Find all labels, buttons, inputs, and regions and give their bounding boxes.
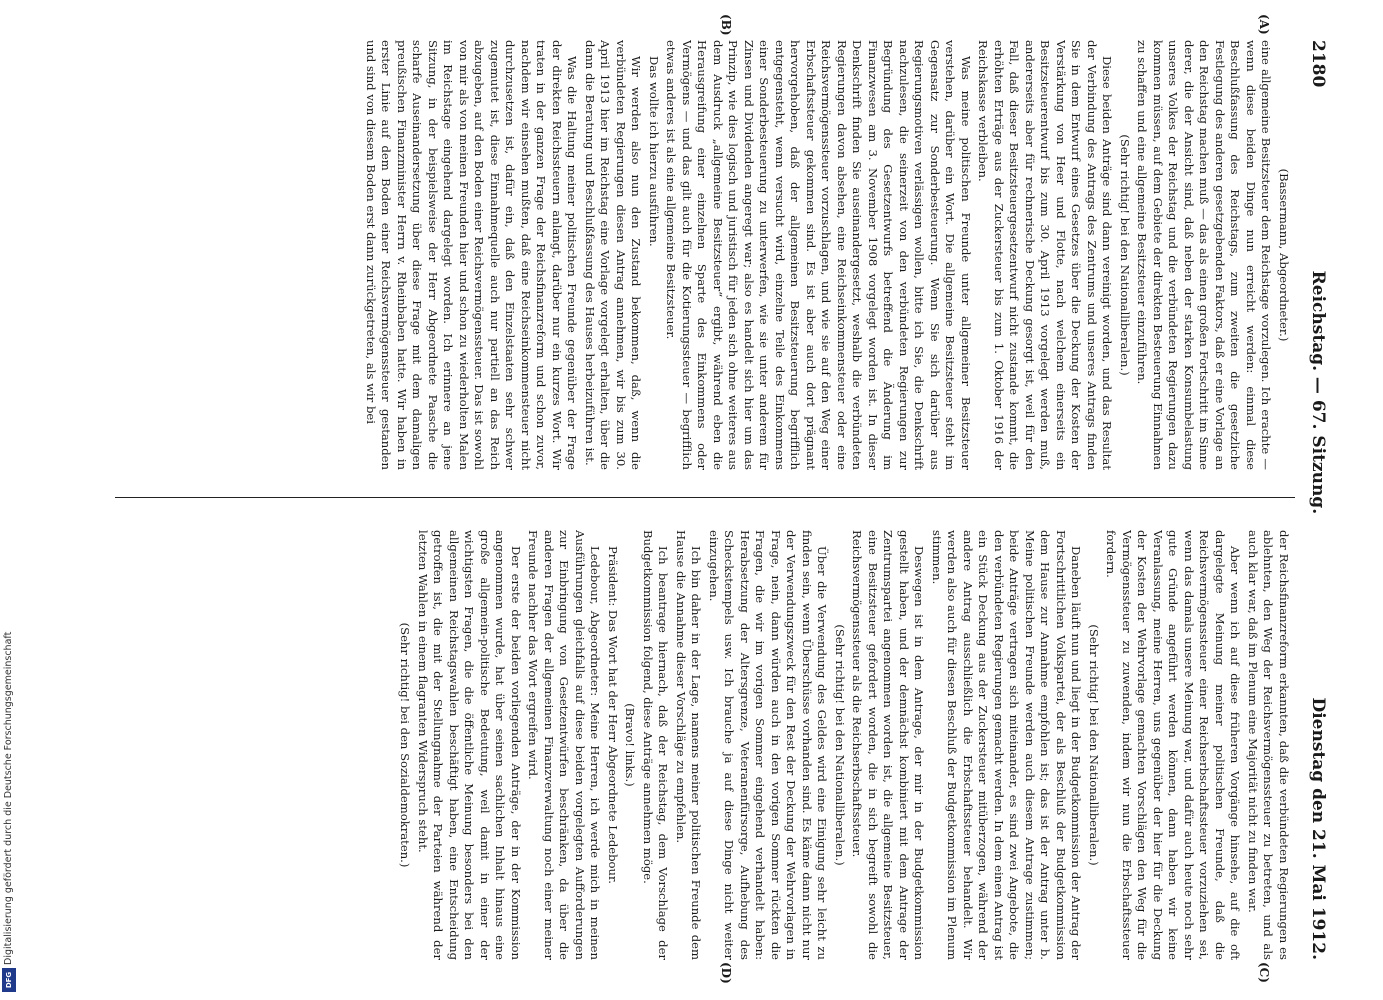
credit-text: Digitalisierung gefördert durch die Deutsche Forschungsgemeinschaft: [3, 631, 14, 965]
paragraph: Ich beantrage hiernach, daß der Reichstag, dem Vorschlage der Budgetkommission folgend, diese Anträge annehmen möge.: [641, 530, 671, 960]
page-header: [1305, 40, 1331, 960]
speaker-statement: Ledebour, Abgeordneter: Meine Herren, ich werde mich in meinen Ausführungen gleichfalls auf diese beiden vorgelegten Aufforderungen zur Einbringung von Gesetzentwürfen beschränken, da über die anderen Fragen der allgemeinen Finanzverwaltung noch einer meiner Freunde nachher das Wort ergreifen wird.: [526, 530, 603, 960]
paragraph: Aber wenn ich auf diese früheren Vorgänge hinsehe, auf die oft dargelegte Meinung meiner politischen Freunde, daß die Reichsvermögenssteuer einer Reichserbschaftssteuer vorzuziehen sei, wenn das damals unsere Meinung war, und dafür auch heute noch sehr gute Gründe angeführt werden können, dann haben wir keine Veranlassung, meine Herren, uns gegenüber der hier für die Deckung der Kosten der Wehrvorlage gemachten Vorschlägen den Weg für die Vermögenssteuer zu zuwenden, indem wir nun die Erbschaftssteuer fordern.: [1104, 530, 1243, 960]
paragraph: der Reichsfinanzreform erkannten, daß die verbündeten Regierungen es ablehnten, den Weg der Reichsvermögenssteuer zu betreten, und als auch klar war, daß im Plenum eine Majorität nicht zu finden war.: [1246, 530, 1291, 960]
paragraph: Was meine politischen Freunde unter allgemeiner Besitzsteuer verstehen, darüber ein Wort. Die allgemeine Besitzsteuer steht im Gegensatz zur Sonderbesteuerung. Wenn Sie sich darüber aus Regierungsmotiven verlässigen wollen, bitte ich Sie, die Denkschrift nachzulesen, die seinerzeit von den verbündeten Regierungen zur Begründung des Gesetzentwurfs betreffend die Änderung im Finanzwesen am 3. November 1908 vorgelegt worden ist. In dieser Denkschrift finden Sie auseinandergesetzt, weshalb die verbündeten Regierungen davon absehen, eine Reichseinkommensteuer oder eine Reichsvermögenssteuer vorzuschlagen, und wie sie auf den Weg einer Erbschaftssteuer gekommen sind. Es ist aber auch dort prägnant hervorgehoben, daß der allgemeinen Besitzsteuerung begrifflich entgegensteht, wenn versucht wird, einzelne Teile des Einkommens einer Sonderbesteuerung zu unterwerfen, wie sie unter anderem für Zinsen und Dividenden angeregt war; also es handelt sich hier um das Prinzip, wie dies logisch und juristisch für jeden sich ohne weiteres aus dem Ausdruck „allgemeine Besitzsteuer“ ergibt, während eben die Herausgreifung einer einzelnen Sparte des Einkommens oder Vermögens — und das gilt auch für die Kotierungssteuer — begrifflich etwas anderes ist als eine allgemeine Besitzsteuer.: [664, 40, 973, 470]
column-divider: [115, 497, 1295, 498]
right-column: [111, 530, 1291, 960]
paragraph: Der erste der beiden vorliegenden Anträge, der in der Kommission angenommen wurde, hat über seinen sachlichen Inhalt hinaus eine große allgemein-politische Bedeutung, weil damit in einer der wichtigsten Fragen, die die öffentliche Meinung besonders bei den allgemeinen Reichstagswahlen beschäftigt haben, eine Entscheidung getroffen ist, die mit der Stellungnahme der Parteien während der letzten Wahlen in einem flagranten Widerspruch steht.: [416, 530, 523, 960]
left-column: [111, 40, 1291, 470]
paragraph: Wir werden also nun den Zustand bekommen, daß, wenn die verbündeten Regierungen diesen Antrag annehmen, wir bis zum 30. April 1913 hier im Reichstag eine Vorlage vorgelegt erhalten, über die dann die Beratung und Beschlußfassung des Hauses herbeizuführen ist.: [583, 40, 644, 470]
interjection: (Sehr richtig! bei den Nationalliberalen.): [1087, 624, 1101, 866]
paragraph: Daneben läuft nun und liegt in der Budgetkommission der Antrag der Fortschrittlichen Volkspartei, der als Beschluß der Budgetkommission dem Hause zur Annahme empfohlen ist; das ist der Antrag unter b. Meine politischen Freunde werden auch diesem Antrage zustimmen; beide Anträge vertragen sich miteinander, es sind zwei Angebote, die den verbündeten Regierungen gemacht werden. In dem einen Antrag ist ein Stück Deckung aus der Zuckersteuer mitüberzogen, während der andere Antrag ausschließlich die Erbschaftssteuer behandelt. Wir werden also auch für diesen Beschluß der Budgetkommission im Plenum stimmen.: [930, 530, 1084, 960]
interjection: (Sehr richtig! bei den Sozialdemokraten.): [398, 622, 413, 868]
paragraph: Das wollte ich hierzu ausführen.: [647, 56, 661, 247]
interjection: (Sehr richtig! bei den Nationalliberalen.): [1118, 134, 1132, 376]
session-date: Dienstag den 21. Mai 1912.: [1308, 697, 1328, 960]
paragraph: eine allgemeine Besitzsteuer dem Reichstage vorzulegen. Ich erachte — wenn diese beiden Dinge nun erreicht werden: einmal diese Beschlußfassung des Reichstags, zum zweiten die gesetzliche Festlegung des anderen gesetzgebenden Faktors, daß er eine Vorlage an den Reichstag machen muß — das als einen großen Fortschritt im Sinne derer, die der Ansicht sind, daß neben der starken Konsumbelastung unseres Volkes der Reichstag und die verbündeten Regierungen dazu kommen müssen, auf dem Gebiete der direkten Besteuerung Einnahmen zu schaffen und eine allgemeine Besitzsteuer einzuführen.: [1135, 40, 1274, 470]
speaker-continuation: (Bassermann, Abgeordneter.): [1277, 168, 1291, 342]
margin-mark-c: (C): [1257, 962, 1271, 983]
dfg-logo: [2, 968, 16, 992]
session-title: Reichstag. — 67. Sitzung.: [1308, 270, 1328, 515]
digitization-credit: [2, 605, 16, 965]
paragraph: Deswegen ist in dem Antrage, der mir in der Budgetkommission gestellt haben, und der demnächst kombiniert mit dem Antrage der Zentrumspartei angenommen worden ist, die allgemeine Besitzsteuer, eine Besitzsteuer gefordert worden, die in sich begreift sowohl die Reichsvermögenssteuer als die Reichserbschaftssteuer.: [850, 530, 927, 960]
paragraph: Was die Haltung meiner politischen Freunde gegenüber der Frage der direkten Reichssteuern anlangt, darüber nur ein kurzes Wort. Wir traten in der ganzen Frage der Reichsfinanzreform und schon zuvor, nachdem wir einsehen mußten, daß eine Reichseinkommensteuer nicht durchzusetzen ist, dafür ein, daß den Einzelstaaten sehr schwer zugemutet ist, diese Einnahmequelle auch nur partiell an das Reich abzugeben, auf den Boden einer Reichsvermögenssteuer. Das ist sowohl von mir als von meinen Freunden hier und schon zu wiederholten Malen im Reichstage eingehend dargelegt worden. Ich erinnere an jene Sitzung, in der beispielsweise der Herr Abgeordnete Paasche die scharfe Auseinandersetzung über diese Frage mit dem damaligen preußischen Finanzminister Herrn v. Rheinbaben hatte. Wir haben in erster Linie auf dem Boden einer Reichsvermögenssteuer gestanden und sind von diesem Boden erst dann zurückgetreten, als wir bei: [364, 40, 580, 470]
paragraph: Diese beiden Anträge sind dann vereinigt worden, und das Resultat der Verbindung des Antrags des Zentrums und unseres Antrags finden Sie in dem Entwurf eines Gesetzes über die Deckung der Kosten der Verstärkung von Heer und Flotte, nach welchem einerseits ein Besitzsteuerentwurf bis zum 30. April 1913 vorgelegt werden muß, andererseits aber für rechnerische Deckung gesorgt ist, weil für den Fall, daß dieser Besitzsteuergesetzentwurf nicht zustande kommt, die erhöhten Erträge aus der Zuckersteuer bis zum 1. Oktober 1916 der Reichskasse verbleiben.: [976, 40, 1115, 470]
dfg-logo-text: DFG: [5, 971, 13, 989]
page-number: 2180: [1308, 40, 1328, 88]
margin-mark-b: (B): [719, 14, 733, 36]
interjection: (Sehr richtig! bei den Nationalliberalen.): [833, 624, 847, 866]
paragraph: Ich bin daher in der Lage, namens meiner politischen Freunde dem Hause die Annahme dieser Vorschläge zu empfehlen.: [674, 530, 704, 960]
paragraph: Über die Verwendung des Geldes wird eine Einigung sehr leicht zu finden sein, wenn Überschüsse vorhanden sind. Es käme dann nicht nur der Verwendungszweck für den Rest der Deckung der Wehrvorlagen in Frage, nein, dann würden auch in den vorigen Sommer rückten die Fragen, die wir im vorigen Sommer eingehend verhandelt haben: Herabsetzung der Altersgrenze, Veteranenfürsorge, Aufhebung des Scheckstempels usw. Ich brauche ja auf diese Dinge nicht weiter einzugehen.: [707, 530, 830, 960]
margin-mark-d: (D): [719, 962, 733, 984]
president-statement: Präsident: Das Wort hat der Herr Abgeordnete Ledebour.: [606, 546, 620, 884]
margin-mark-a: (A): [1257, 14, 1271, 35]
interjection: (Bravo! links.): [623, 703, 638, 787]
